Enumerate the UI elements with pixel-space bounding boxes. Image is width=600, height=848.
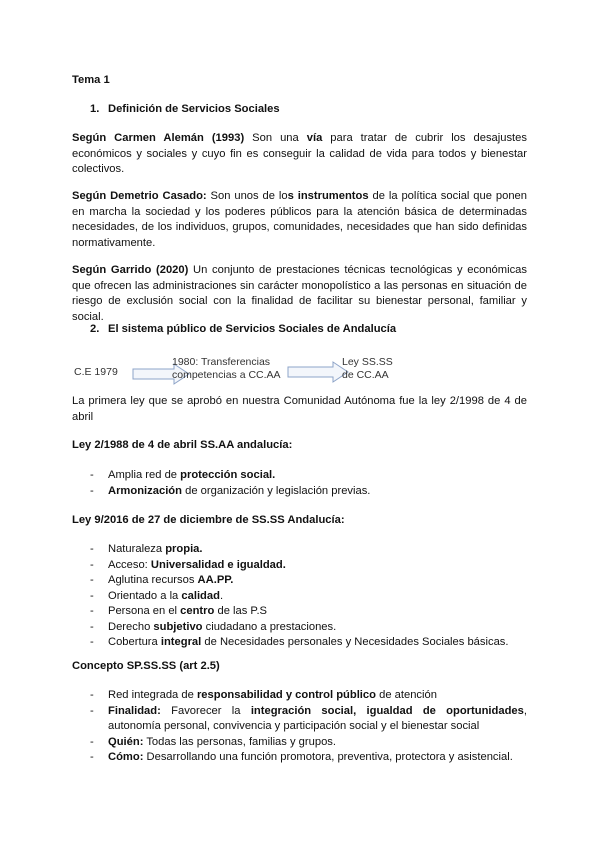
list-item	[72, 750, 527, 766]
text: Son una	[244, 132, 307, 144]
list-item	[72, 573, 527, 589]
text: Cobertura	[108, 636, 161, 648]
dash-bullet: -	[90, 605, 94, 617]
diagram-transferencias	[172, 356, 281, 382]
dash-bullet: -	[90, 469, 94, 481]
text: Derecho	[108, 620, 154, 633]
section-1-title: Definición de Servicios Sociales	[108, 103, 280, 115]
paragraph-primera-ley: La primera ley que se aprobó en nuestra Comunidad Autónoma fue la ley 2/1998 de 4 de abril	[72, 395, 527, 423]
text: de atención	[375, 689, 437, 701]
list-item	[72, 704, 527, 735]
law-2-1988-heading: Ley 2/1988 de 4 de abril SS.AA andalucía:	[72, 439, 293, 451]
text: Amplia red de	[108, 469, 181, 481]
section-1-heading	[72, 102, 545, 118]
list-item	[72, 735, 527, 751]
law-9-2016-list	[72, 542, 527, 651]
list-item	[72, 589, 527, 605]
diagram-ce-1979: C.E 1979	[74, 366, 118, 378]
bold-text: Armonización	[108, 484, 182, 497]
list-item	[72, 688, 527, 704]
bold-text: integral	[160, 636, 202, 648]
text: Persona en el	[108, 605, 181, 617]
text: ciudadano a prestaciones.	[202, 620, 337, 633]
dash-bullet: -	[90, 574, 94, 586]
diagram-line: competencias a CC.AA	[172, 369, 281, 381]
dash-bullet: -	[90, 704, 94, 717]
bold-text: Cómo:	[108, 751, 144, 763]
text: Desarrollando una función promotora, preventiva, protectora y asistencial.	[143, 751, 513, 763]
arrow-right-icon	[287, 361, 349, 383]
text: Acceso:	[108, 558, 151, 571]
dash-bullet: -	[90, 558, 94, 571]
section-2-number: 2.	[90, 323, 100, 335]
list-item	[72, 558, 527, 574]
list-item	[72, 620, 527, 636]
bold-text: s instrumentos	[287, 190, 369, 202]
text: Son unos de lo	[206, 190, 288, 202]
text: para tratar de cubrir los desajustes económicos y sociales y cuyo fin es conseguir la calidad de vida para todos y bienestar colectivos.	[72, 132, 527, 175]
definition-casado	[72, 189, 527, 251]
timeline-diagram	[72, 355, 472, 391]
section-2-heading	[72, 322, 545, 338]
dash-bullet: -	[90, 620, 94, 633]
section-2-title: El sistema público de Servicios Sociales de Andalucía	[108, 323, 397, 335]
bold-text: Finalidad:	[108, 704, 161, 717]
text: de Necesidades personales y Necesidades Sociales básicas.	[201, 636, 509, 648]
text: Red integrada de	[108, 689, 197, 701]
text: de la política social que ponen en marcha la sociedad y los poderes públicos para la atención básica de determinadas necesidades, de los individuos, grupos, comunidades, necesidades que han sido definidas normativamente.	[72, 190, 527, 249]
author-garrido: Según Garrido (2020)	[72, 264, 189, 276]
text: de las P.S	[214, 605, 268, 617]
text: Un conjunto de prestaciones técnicas tecnológicas y económicas que ofrecen las administraciones sin carácter monopolístico a las personas en situación de riesgo de exclusión social con la finalidad de facilitar su bienestar personal, familiar y social.	[72, 264, 527, 323]
diagram-ley-ccaa	[342, 356, 393, 382]
law-2-1988-list	[72, 468, 527, 499]
text: de organización y legislación previas.	[181, 484, 371, 497]
diagram-line: Ley SS.SS	[342, 356, 393, 368]
bold-text: AA.PP.	[197, 574, 234, 586]
bold-text: subjetivo	[153, 620, 203, 633]
bold-text: Universalidad e igualdad.	[150, 558, 286, 571]
bold-text: calidad	[181, 589, 220, 602]
list-item	[72, 484, 527, 500]
definition-garrido	[72, 263, 527, 325]
concept-list	[72, 688, 527, 766]
law-9-2016-heading: Ley 9/2016 de 27 de diciembre de SS.SS Andalucía:	[72, 514, 345, 526]
dash-bullet: -	[90, 589, 94, 602]
text: Todas las personas, familias y grupos.	[143, 735, 336, 748]
concept-heading: Concepto SP.SS.SS (art 2.5)	[72, 660, 220, 672]
bold-text: integración social, igualdad de oportunidades	[250, 704, 524, 717]
text: Aglutina recursos	[108, 574, 198, 586]
tema-heading: Tema 1	[72, 74, 110, 86]
list-item	[72, 635, 527, 651]
author-aleman: Según Carmen Alemán (1993)	[72, 132, 245, 144]
dash-bullet: -	[90, 543, 94, 555]
section-1-number: 1.	[90, 103, 100, 115]
bold-text: centro	[180, 605, 215, 617]
bold-text: protección social.	[180, 469, 276, 481]
list-item	[72, 468, 527, 484]
text: Orientado a la	[108, 589, 182, 602]
diagram-line: 1980: Transferencias	[172, 356, 271, 368]
text: Favorecer la	[160, 704, 251, 717]
dash-bullet: -	[90, 636, 94, 648]
bold-text: vía	[306, 132, 323, 144]
dash-bullet: -	[90, 751, 94, 763]
text: , autonomía personal, convivencia y participación social y el bienestar social	[108, 704, 527, 732]
text: Naturaleza	[108, 543, 166, 555]
dash-bullet: -	[90, 689, 94, 701]
bold-text: propia.	[165, 543, 203, 555]
dash-bullet: -	[90, 484, 94, 497]
author-casado: Según Demetrio Casado:	[72, 190, 207, 202]
text: .	[219, 589, 224, 602]
bold-text: responsabilidad y control público	[196, 689, 376, 701]
bold-text: Quién:	[108, 735, 144, 748]
list-item	[72, 604, 527, 620]
definition-aleman	[72, 131, 527, 178]
dash-bullet: -	[90, 735, 94, 748]
list-item	[72, 542, 527, 558]
diagram-line: de CC.AA	[342, 369, 389, 381]
